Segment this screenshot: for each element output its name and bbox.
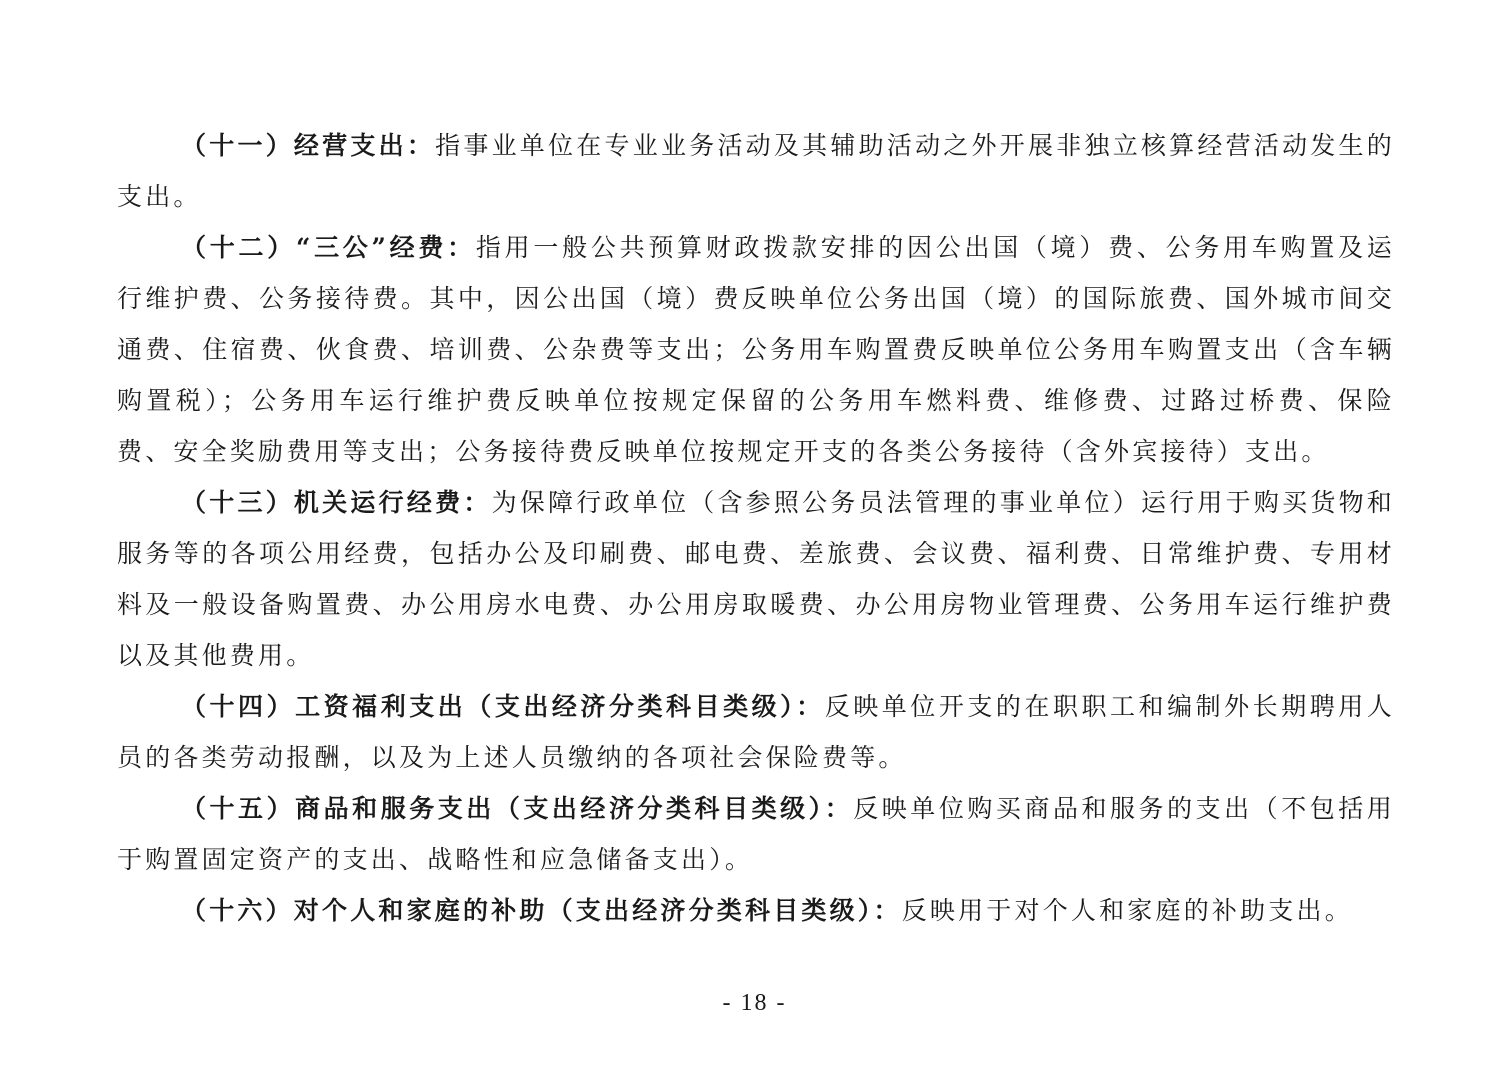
paragraph-heading: （十五）商品和服务支出（支出经济分类科目类级）： <box>181 794 854 823</box>
paragraph-text: 反映用于对个人和家庭的补助支出。 <box>901 896 1353 925</box>
paragraph-15 <box>117 783 1395 885</box>
paragraph-heading: （十一）经营支出： <box>181 131 436 160</box>
paragraph-12 <box>117 222 1395 477</box>
paragraph-heading: （十二）“三公”经费： <box>181 233 476 262</box>
paragraph-text: 指事业单位在专业业务活动及其辅助活动之外开展非独立核算经营活动发生的支出。 <box>117 131 1395 211</box>
paragraph-text: 反映单位开支的在职职工和编制外长期聘用人员的各类劳动报酬，以及为上述人员缴纳的各项社会保险费等。 <box>117 692 1395 772</box>
page-number: - 18 - <box>722 990 787 1016</box>
paragraph-11 <box>117 120 1395 222</box>
document-body <box>117 120 1395 936</box>
paragraph-text: 反映单位购买商品和服务的支出（不包括用于购置固定资产的支出、战略性和应急储备支出）。 <box>117 794 1395 874</box>
paragraph-heading: （十六）对个人和家庭的补助（支出经济分类科目类级）： <box>181 896 902 925</box>
paragraph-heading: （十三）机关运行经费： <box>181 488 492 517</box>
paragraph-text: 指用一般公共预算财政拨款安排的因公出国（境）费、公务用车购置及运行维护费、公务接待费。其中，因公出国（境）费反映单位公务出国（境）的国际旅费、国外城市间交通费、住宿费、伙食费、培训费、公杂费等支出；公务用车购置费反映单位公务用车购置支出（含车辆购置税）；公务用车运行维护费反映单位按规定保留的公务用车燃料费、维修费、过路过桥费、保险费、安全奖励费用等支出；公务接待费反映单位按规定开支的各类公务接待（含外宾接待）支出。 <box>117 233 1395 466</box>
paragraph-heading: （十四）工资福利支出（支出经济分类科目类级）： <box>181 692 825 721</box>
paragraph-text: 为保障行政单位（含参照公务员法管理的事业单位）运行用于购买货物和服务等的各项公用经费，包括办公及印刷费、邮电费、差旅费、会议费、福利费、日常维护费、专用材料及一般设备购置费、办公用房水电费、办公用房取暖费、办公用房物业管理费、公务用车运行维护费以及其他费用。 <box>117 488 1396 670</box>
paragraph-14 <box>117 681 1395 783</box>
paragraph-16 <box>117 885 1395 936</box>
paragraph-13 <box>117 477 1395 681</box>
